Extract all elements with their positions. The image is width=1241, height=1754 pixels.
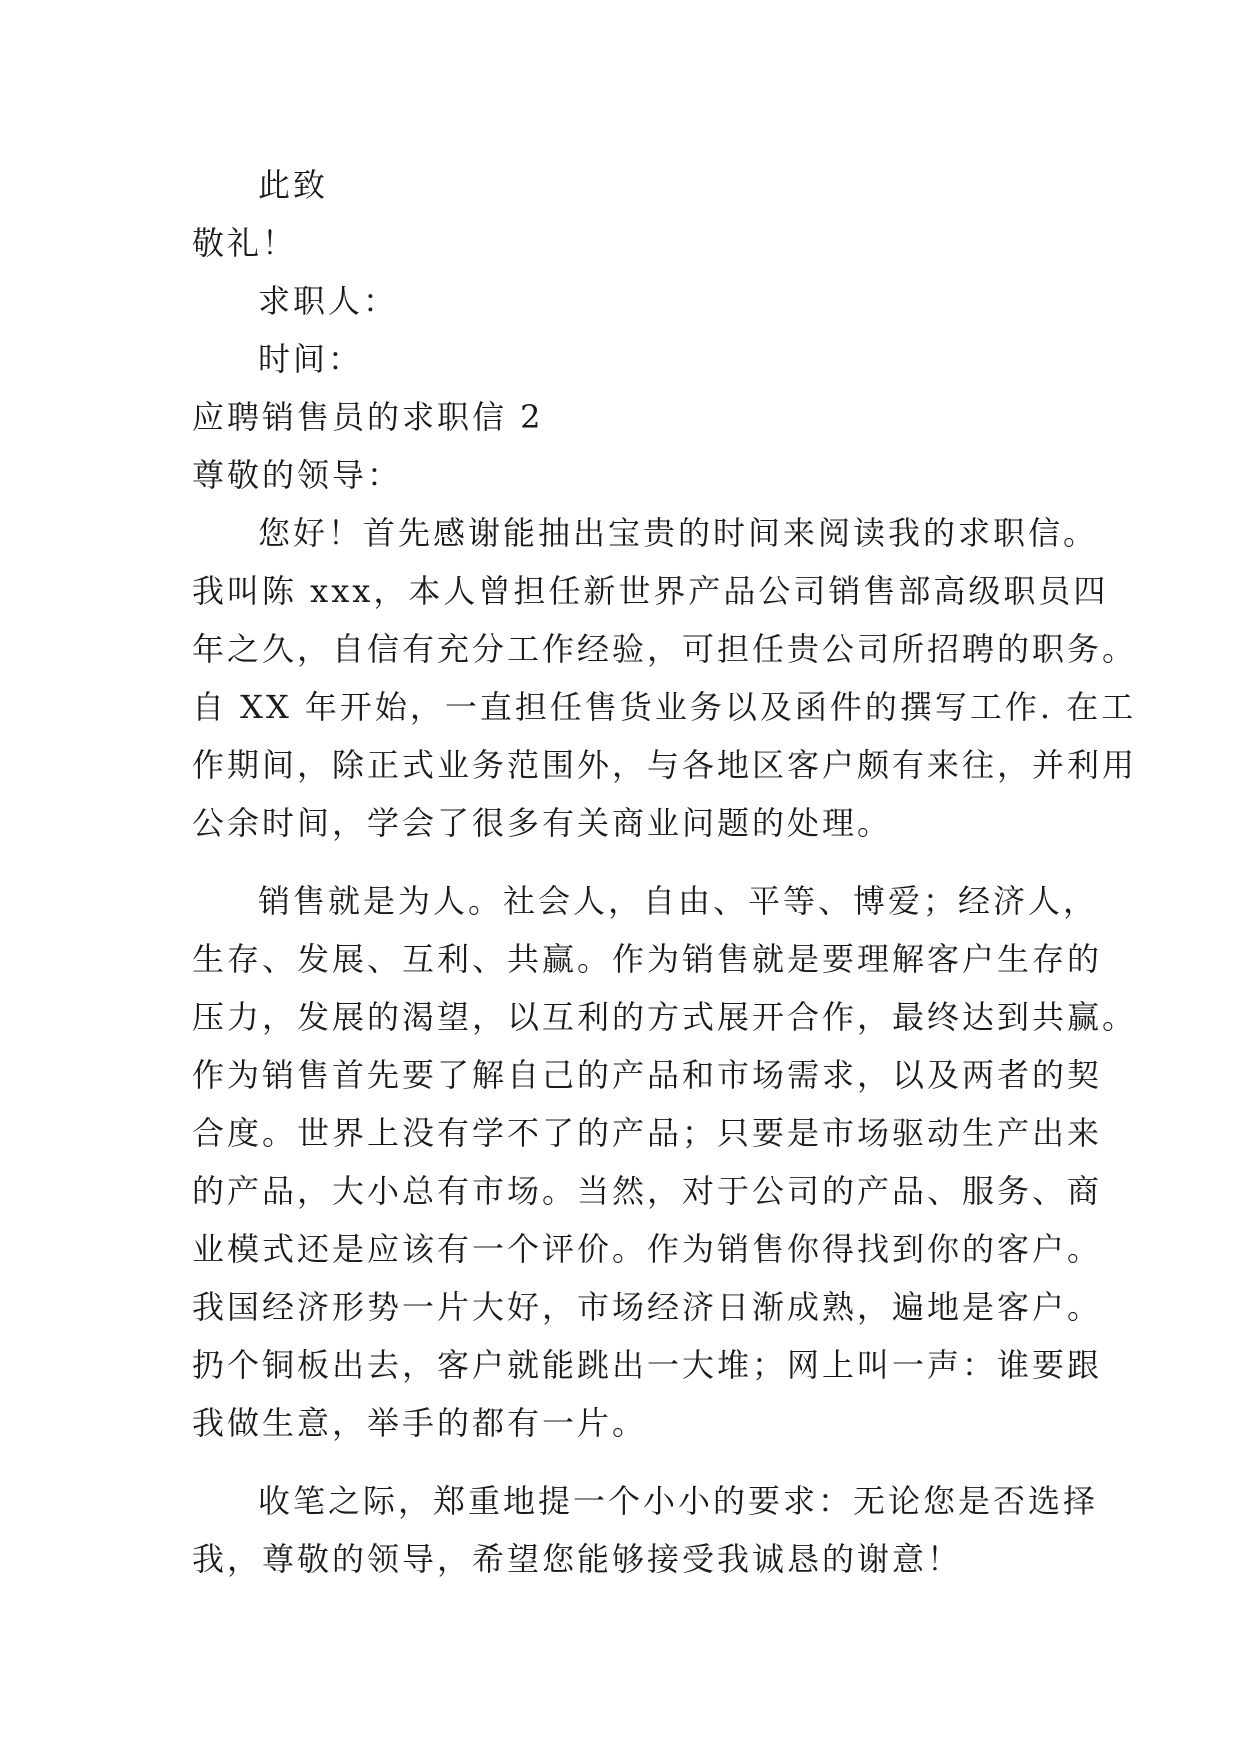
paragraph-line: 年之久，自信有充分工作经验，可担任贵公司所招聘的职务。 — [192, 630, 1138, 668]
paragraph-line: 我国经济形势一片大好，市场经济日渐成熟，遍地是客户。 — [192, 1288, 1103, 1326]
paragraph-line: 我做生意，举手的都有一片。 — [192, 1404, 648, 1442]
paragraph-line: 销售就是为人。社会人，自由、平等、博爱；经济人， — [258, 882, 1099, 920]
letter-title: 应聘销售员的求职信 2 — [192, 398, 544, 436]
applicant-label: 求职人： — [258, 282, 399, 320]
paragraph-line: 收笔之际，郑重地提一个小小的要求：无论您是否选择 — [258, 1482, 1099, 1520]
time-label: 时间： — [258, 340, 364, 378]
paragraph-line: 自 XX 年开始，一直担任售货业务以及函件的撰写工作. 在工 — [192, 688, 1137, 726]
paragraph-line: 我，尊敬的领导，希望您能够接受我诚恳的谢意！ — [192, 1540, 963, 1578]
paragraph-line: 合度。世界上没有学不了的产品；只要是市场驱动生产出来 — [192, 1114, 1103, 1152]
closing-salutation-line1: 此致 — [258, 166, 329, 204]
paragraph-line: 压力，发展的渴望，以互利的方式展开合作，最终达到共赢。 — [192, 998, 1138, 1036]
paragraph-line: 的产品，大小总有市场。当然，对于公司的产品、服务、商 — [192, 1172, 1103, 1210]
paragraph-line: 公余时间，学会了很多有关商业问题的处理。 — [192, 804, 893, 842]
letter-greeting: 尊敬的领导： — [192, 456, 403, 494]
paragraph-line: 业模式还是应该有一个评价。作为销售你得找到你的客户。 — [192, 1230, 1103, 1268]
paragraph-line: 扔个铜板出去，客户就能跳出一大堆；网上叫一声：谁要跟 — [192, 1346, 1103, 1384]
paragraph-line: 我叫陈 xxx，本人曾担任新世界产品公司销售部高级职员四 — [192, 572, 1109, 610]
paragraph-line: 生存、发展、互利、共赢。作为销售就是要理解客户生存的 — [192, 940, 1103, 978]
paragraph-line: 作期间，除正式业务范围外，与各地区客户颇有来往，并利用 — [192, 746, 1138, 784]
closing-salutation-line2: 敬礼！ — [192, 224, 298, 262]
paragraph-line: 作为销售首先要了解自己的产品和市场需求，以及两者的契 — [192, 1056, 1103, 1094]
paragraph-line: 您好！首先感谢能抽出宝贵的时间来阅读我的求职信。 — [258, 514, 1099, 552]
